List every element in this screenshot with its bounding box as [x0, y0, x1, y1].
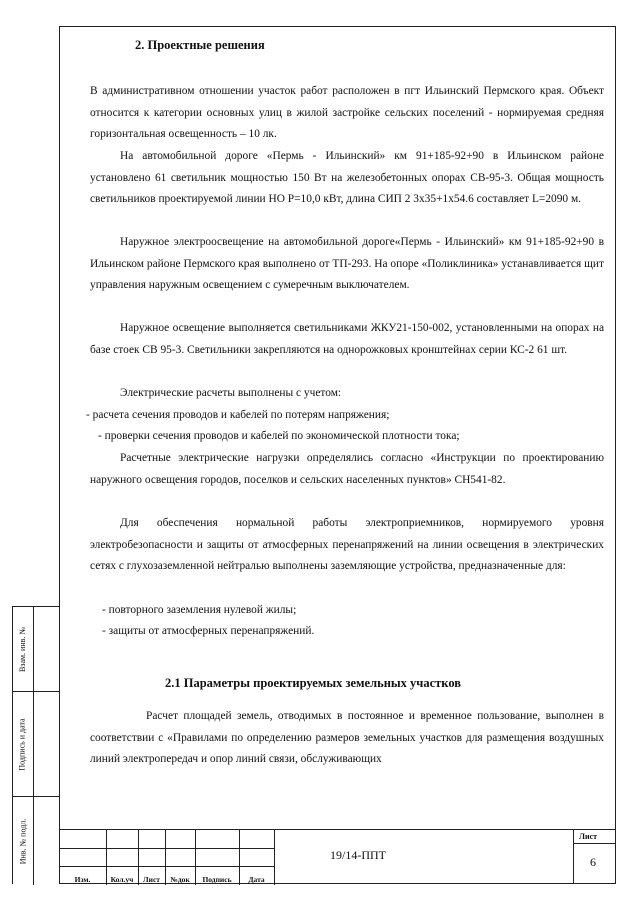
paragraph: Наружное освещение выполняется светильниками ЖКУ21-150-002, установленными на опорах на базе стоек СВ 95-3. Светильники закрепляются на однорожковых кронштейнах серии КС-2 61 шт.	[90, 322, 604, 356]
paragraph: Расчетные электрические нагрузки определялись согласно «Инструкции по проектированию наружного освещения городов, поселков и сельских населенных пунктов» СН541-82.	[90, 452, 604, 486]
paragraph: На автомобильной дороге «Пермь - Ильинский» км 91+185-92+90 в Ильинском районе установлено 61 светильник мощностью 150 Вт на железобетонных опорах СВ-95-3. Общая мощность светильников проектируемой линии НО Р=10,0 кВт, длина СИП 2 3х35+1х54.6 составляет L=2090 м.	[90, 150, 604, 205]
paragraph: В административном отношении участок работ расположен в пгт Ильинский Пермского края. Объект относится к категории основных улиц в жилой застройке сельских поселений - нормируемая средняя горизонтальная освещенность – 10 лк.	[90, 85, 604, 140]
sheet-label: Лист	[579, 832, 598, 841]
side-label: Инв. № подл.	[18, 818, 27, 864]
stamp-col-label: №док	[170, 875, 190, 884]
section-heading: 2.1 Параметры проектируемых земельных участков	[165, 676, 462, 690]
stamp-col-label: Дата	[248, 875, 265, 884]
document-code: 19/14-ППТ	[330, 848, 386, 862]
paragraph: Наружное электроосвещение на автомобильной дороге«Пермь - Ильинский» км 91+185-92+90 в Ильинском районе Пермского края выполнено от ТП-293. На опоре «Поликлиника» устанавливается щит управления наружным освещением с сумеречным выключателем.	[90, 236, 604, 291]
side-label: Подпись и дата	[18, 718, 27, 771]
revision-grid	[59, 830, 275, 885]
list-item: - защиты от атмосферных перенапряжений.	[102, 625, 315, 637]
stamp-col-label: Изм.	[74, 875, 91, 884]
list-item: - расчета сечения проводов и кабелей по потерям напряжения;	[86, 409, 390, 421]
side-cell-inventory	[12, 796, 59, 885]
side-label: Взам. инв. №	[18, 626, 27, 673]
sheet-number: 6	[590, 855, 596, 869]
side-cell-replacement	[12, 606, 59, 692]
paragraph: Расчет площадей земель, отводимых в постоянное и временное пользование, выполнен в соответствии с «Правилами по определению размеров земельных участков для размещения воздушных линий электропередач и опор линий связи, обслуживающих	[90, 710, 604, 765]
paragraph: Для обеспечения нормальной работы электроприемников, нормируемого уровня электробезопасности и защиты от атмосферных перенапряжений на линии освещения в электрических сетях с глухозаземленной нейтралью выполнены заземляющие устройства, предназначенные для:	[90, 517, 604, 572]
list-item: - повторного заземления нулевой жилы;	[102, 604, 297, 616]
side-stamp	[12, 606, 60, 884]
stamp-col-label: Кол.уч	[110, 875, 134, 884]
list-item: - проверки сечения проводов и кабелей по экономической плотности тока;	[98, 430, 460, 442]
side-cell-signature	[12, 691, 59, 797]
paragraph: Электрические расчеты выполнены с учетом:	[120, 387, 342, 399]
stamp-col-label: Лист	[143, 875, 160, 884]
section-heading: 2. Проектные решения	[135, 38, 265, 52]
stamp-col-label: Подпись	[202, 875, 232, 884]
